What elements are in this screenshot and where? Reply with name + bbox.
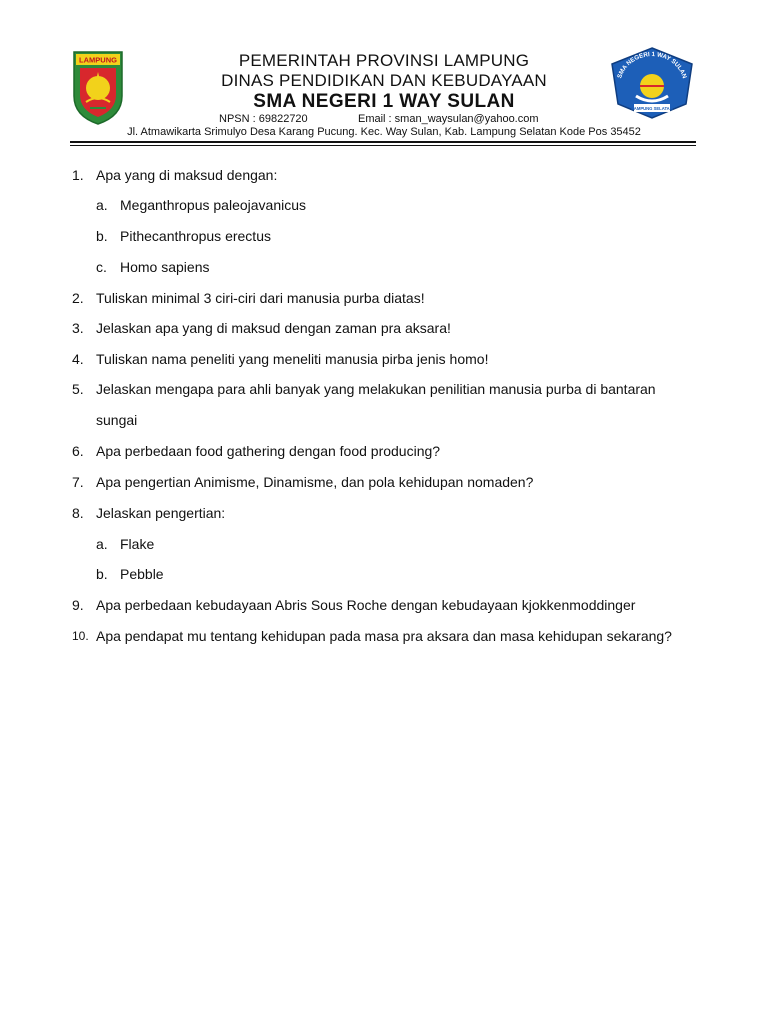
question-text: Apa yang di maksud dengan: (96, 167, 278, 183)
sub-question-letter: a. (96, 536, 108, 552)
sub-question-letter: b. (96, 228, 108, 244)
question-text: Jelaskan apa yang di maksud dengan zaman pra aksara! (96, 320, 451, 336)
question-number: 1. (72, 167, 84, 183)
department-title: DINAS PENDIDIKAN DAN KEBUDAYAAN (221, 71, 547, 90)
question-text: Apa perbedaan food gathering dengan food producing? (96, 443, 441, 459)
school-emblem-icon (606, 46, 698, 120)
question-text: Jelaskan mengapa para ahli banyak yang melakukan penilitian manusia purba di bantaran (96, 381, 656, 397)
npsn-text: NPSN : 69822720 (219, 113, 308, 125)
question-number: 6. (72, 443, 84, 459)
question-number: 9. (72, 597, 84, 613)
question-number: 10. (72, 629, 89, 643)
question-text-continued: sungai (96, 412, 138, 428)
email-text: Email : sman_waysulan@yahoo.com (358, 113, 539, 125)
school-title: SMA NEGERI 1 WAY SULAN (253, 91, 515, 112)
school-emblem-label: SMA NEGERI 1 WAY SULAN (616, 50, 688, 80)
school-emblem-sub-label: LAMPUNG SELATAN (631, 106, 673, 111)
question-text: Apa perbedaan kebudayaan Abris Sous Roche dengan kebudayaan kjokkenmoddinger (96, 597, 636, 613)
government-title: PEMERINTAH PROVINSI LAMPUNG (238, 51, 530, 70)
question-text: Tuliskan minimal 3 ciri-ciri dari manusia purba diatas! (96, 290, 425, 306)
sub-question-letter: b. (96, 566, 108, 582)
question-number: 5. (72, 381, 84, 397)
question-number: 2. (72, 290, 84, 306)
question-continuation (96, 412, 137, 428)
sub-question-text: Flake (120, 536, 155, 552)
question-number: 7. (72, 474, 84, 490)
question-text: Apa pengertian Animisme, Dinamisme, dan pola kehidupan nomaden? (96, 474, 534, 490)
sub-question-text: Pebble (120, 566, 164, 582)
letterhead (0, 0, 768, 150)
sub-question-text: Homo sapiens (120, 259, 210, 275)
header-divider-thick (70, 141, 696, 143)
header-divider-thin (70, 145, 696, 146)
emblem-lampung-label: LAMPUNG (79, 55, 117, 65)
question-text: Tuliskan nama peneliti yang meneliti manusia pirba jenis homo! (96, 351, 489, 367)
question-text: Jelaskan pengertian: (96, 505, 226, 521)
sub-question-letter: a. (96, 197, 108, 213)
sub-question-text: Pithecanthropus erectus (120, 228, 271, 244)
contact-line (219, 113, 539, 125)
question-number: 8. (72, 505, 84, 521)
sub-question-letter: c. (96, 259, 107, 275)
question-text: Apa pendapat mu tentang kehidupan pada masa pra aksara dan masa kehidupan sekarang? (96, 628, 672, 644)
question-number: 3. (72, 320, 84, 336)
sub-question-text: Meganthropus paleojavanicus (120, 197, 307, 213)
address-text: Jl. Atmawikarta Srimulyo Desa Karang Pucung. Kec. Way Sulan, Kab. Lampung Selatan Kode Pos 35452 (127, 126, 641, 138)
question-number: 4. (72, 351, 84, 367)
